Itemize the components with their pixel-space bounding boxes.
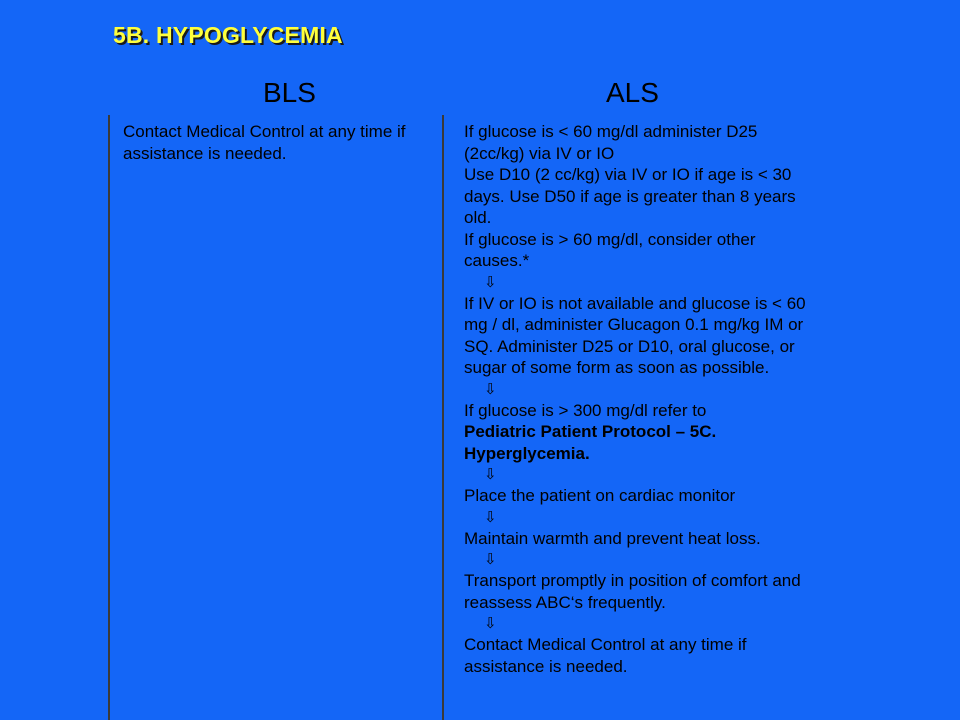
als-step-hyperglycemia xyxy=(464,400,809,465)
als-column-header: ALS xyxy=(606,77,659,108)
down-arrow-icon: ⇩ xyxy=(484,466,497,483)
als-step-warmth: Maintain warmth and prevent heat loss. xyxy=(464,528,761,548)
als-step-hyperglycemia-lead: If glucose is > 300 mg/dl refer to xyxy=(464,400,707,420)
down-arrow-icon: ⇩ xyxy=(484,273,497,291)
als-step-d10-d50: Use D10 (2 cc/kg) via IV or IO if age is < 30 days. Use D50 if age is greater than 8 years old. xyxy=(464,165,796,227)
als-step-cardiac-monitor: Place the patient on cardiac monitor xyxy=(464,486,736,505)
down-arrow-icon: ⇩ xyxy=(484,551,497,568)
down-arrow-icon: ⇩ xyxy=(484,615,497,632)
als-step-consider-causes: If glucose is > 60 mg/dl, consider other causes.* xyxy=(464,229,756,270)
als-step-transport: Transport promptly in position of comfort and reassess ABC‘s frequently. xyxy=(464,571,801,612)
column-divider xyxy=(442,115,444,720)
als-step-glucagon: If IV or IO is not available and glucose is < 60 mg / dl, administer Glucagon 0.1 mg/kg IM or SQ. Administer D25 or D10, oral glucose, or sugar of some form as soon as possible. xyxy=(464,293,806,377)
down-arrow-icon: ⇩ xyxy=(484,380,497,398)
down-arrow-icon: ⇩ xyxy=(484,508,497,526)
als-step-glucose-low: If glucose is < 60 mg/dl administer D25 (2cc/kg) via IV or IO xyxy=(464,122,758,163)
bls-instructions: Contact Medical Control at any time if assistance is needed. xyxy=(123,122,406,163)
left-divider xyxy=(108,115,110,720)
als-instructions xyxy=(464,121,809,677)
als-step-contact-medical-control: Contact Medical Control at any time if assistance is needed. xyxy=(464,635,747,676)
slide-title: 5B. HYPOGLYCEMIA xyxy=(113,22,343,48)
bls-column-header: BLS xyxy=(263,77,316,108)
protocol-reference: Pediatric Patient Protocol – 5C. Hyperglycemia. xyxy=(464,422,717,463)
